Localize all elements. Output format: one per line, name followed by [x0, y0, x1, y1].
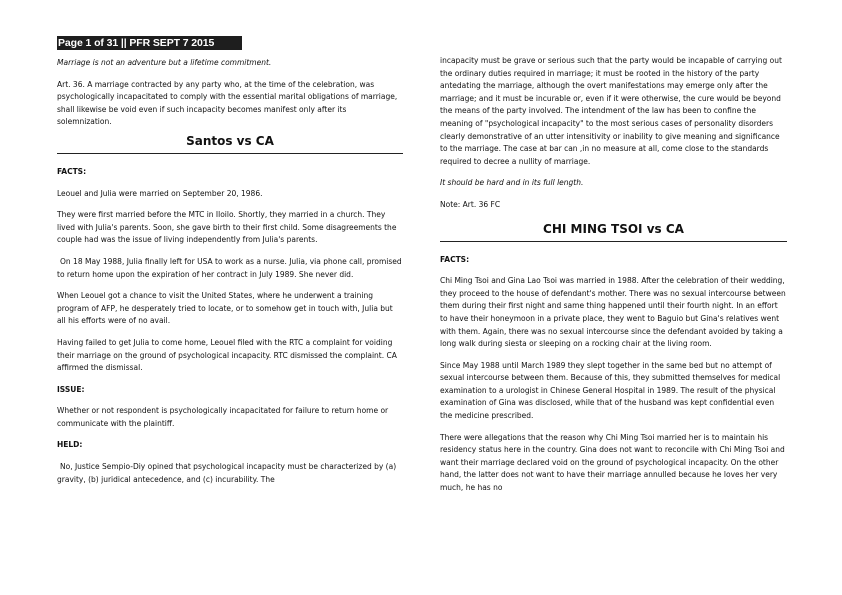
- left-column: [57, 57, 403, 495]
- article-36-text: Art. 36. A marriage contracted by any party who, at the time of the celebration, was psychologically incapacitated to comply with the essential marital obligations of marriage, shall likewise be void even if such incapacity becomes manifest only after its solemnization.: [57, 79, 398, 127]
- facts-paragraph: Chi Ming Tsoi and Gina Lao Tsoi was married in 1988. After the celebration of their wedding, they proceed to the house of defendant's mother. There was no sexual intercourse between them during their first night and same thing happened until their fourth night. In an effort to have their honeymoon in a private place, they went to Baguio but Gina's relatives went with them. Again, there was no sexual intercourse since the defendant avoided by taking a long walk during siesta or sleeping on a rocking chair at the living room.: [440, 276, 786, 349]
- facts-paragraph: They were first married before the MTC in Iloilo. Shortly, they married in a church. They lived with Julia's parents. Soon, she gave birth to their first child. Some disagreements the couple had was the issue of living independently from Julia's parents.: [57, 210, 397, 245]
- section-divider: [440, 241, 787, 242]
- closing-quote: It should be hard and in its full length.: [440, 178, 584, 188]
- issue-paragraph: Whether or not respondent is psychologically incapacitated for failure to return home or communicate with the plaintiff.: [57, 406, 389, 428]
- facts-paragraph: Having failed to get Julia to come home, Leouel filed with the RTC a complaint for voiding their marriage on the ground of psychological incapacity. RTC dismissed the complaint. CA affirmed the dismissal.: [57, 337, 397, 373]
- intro-quote: Marriage is not an adventure but a lifetime commitment.: [57, 58, 272, 67]
- article-note: Note: Art. 36 FC: [440, 199, 501, 209]
- held-paragraph: No, Justice Sempio-Diy opined that psychological incapacity must be characterized by (a) gravity, (b) juridical antecedence, and (c) incurability. The: [57, 462, 397, 484]
- facts-paragraph: Since May 1988 until March 1989 they slept together in the same bed but no attempt of sexual intercourse between them. Because of this, they submitted themselves for medical examination to a urologist in Chinese General Hospital in 1989. The result of the physical examination of Gina was disclosed, while that of the husband was kept confidential even the medicine prescribed.: [440, 360, 781, 421]
- case-title-santos: Santos vs CA: [186, 133, 274, 148]
- held-continued-paragraph: incapacity must be grave or serious such that the party would be incapable of carrying out the ordinary duties required in marriage; it must be rooted in the history of the party antedating the marriage, although the overt manifestations may emerge only after the marriage; and it must be incurable or, even if it were otherwise, the cure would be beyond the means of the party involved. The intendment of the law has been to confine the meaning of "psychological incapacity" to the most serious cases of personality disorders clearly demonstrative of an utter intensitivity or inability to give meaning and significance to the marriage. The case at bar can ,in no measure at all, come close to the standards required to decree a nullity of marriage.: [440, 56, 782, 166]
- facts-paragraph: On 18 May 1988, Julia finally left for USA to work as a nurse. Julia, via phone call, promised to return home upon the expiration of her contract in July 1989. She never did.: [57, 256, 402, 279]
- facts-label: FACTS:: [57, 166, 87, 176]
- issue-label: ISSUE:: [57, 384, 85, 394]
- section-divider: [57, 153, 403, 154]
- facts-label: FACTS:: [440, 254, 470, 264]
- facts-paragraph: Leouel and Julia were married on September 20, 1986.: [57, 188, 263, 198]
- facts-paragraph: There were allegations that the reason why Chi Ming Tsoi married her is to maintain his residency status here in the country. Gina does not want to reconcile with Chi Ming Tsoi and want their marriage declared void on the ground of psychological incapacity. On the other hand, the latter does not want to have their marriage annulled because he loves her very much, he has no: [440, 432, 785, 493]
- right-column: [440, 55, 787, 504]
- facts-paragraph: When Leouel got a chance to visit the United States, where he underwent a training program of AFP, he desperately tried to locate, or to somehow get in touch with, Julia but all his efforts were of no avail.: [57, 291, 393, 326]
- held-label: HELD:: [57, 440, 83, 450]
- page-header: Page 1 of 31 || PFR SEPT 7 2015: [57, 36, 242, 50]
- case-title-chi-ming-tsoi: CHI MING TSOI vs CA: [543, 221, 684, 236]
